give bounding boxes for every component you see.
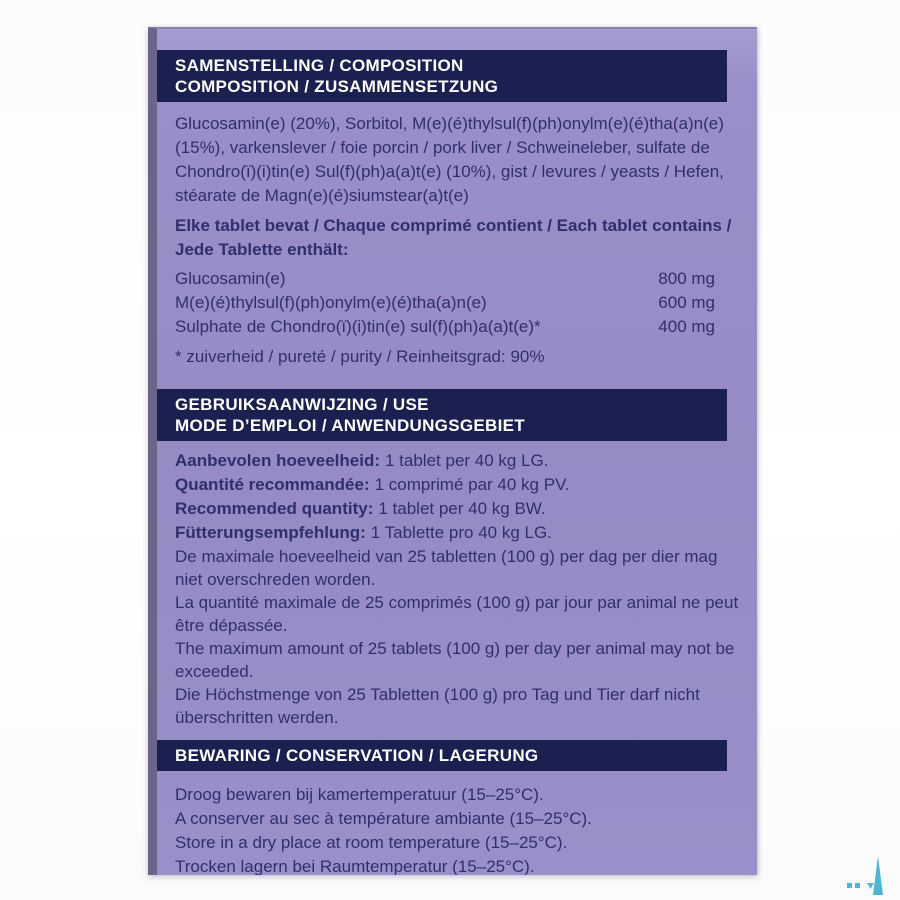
storage-section-header: [157, 740, 727, 771]
dosage-recommendations: [157, 449, 757, 545]
ingredient-name: Sulphate de Chondro(ï)(i)tin(e) sul(f)(ph)a(a)t(e)*: [175, 317, 541, 336]
composition-header-line1: SAMENSTELLING / COMPOSITION: [175, 56, 464, 75]
dosage-line: [175, 473, 740, 497]
ingredient-amount: 600 mg: [658, 293, 715, 312]
dosage-label: Aanbevolen hoeveelheid:: [175, 451, 380, 470]
dosage-line: [175, 449, 740, 473]
storage-header-line: BEWARING / CONSERVATION / LAGERUNG: [175, 746, 539, 765]
storage-instructions: [157, 783, 757, 875]
dosage-value: 1 tablet per 40 kg BW.: [378, 499, 546, 518]
ingredient-name: M(e)(é)thylsul(f)(ph)onylm(e)(é)tha(a)n(e): [175, 293, 487, 312]
ingredient-amount: 400 mg: [658, 317, 715, 336]
warning-line: De maximale hoeveelheid van 25 tabletten (100 g) per dag per dier mag niet overschreden worden.: [175, 547, 718, 589]
storage-line: A conserver au sec à température ambiante (15–25°C).: [175, 809, 592, 828]
per-tablet-heading: Elke tablet bevat / Chaque comprimé contient / Each tablet contains / Jede Tablette enthält:: [175, 216, 732, 259]
storage-line: Droog bewaren bij kamertemperatuur (15–25°C).: [175, 785, 544, 804]
dosage-value: 1 tablet per 40 kg LG.: [385, 451, 549, 470]
composition-section-header: [157, 50, 727, 102]
composition-header-line2: COMPOSITION / ZUSAMMENSETZUNG: [175, 77, 499, 96]
dose-table: [157, 267, 757, 339]
ingredient-amount: 800 mg: [658, 269, 715, 288]
table-row: [175, 267, 715, 291]
dosage-label: Recommended quantity:: [175, 499, 374, 518]
dosage-label: Quantité recommandée:: [175, 475, 370, 494]
ingredient-name: Glucosamin(e): [175, 269, 286, 288]
warning-line: La quantité maximale de 25 comprimés (100 g) par jour par animal ne peut être dépassée.: [175, 593, 739, 635]
dosage-value: 1 Tablette pro 40 kg LG.: [370, 523, 552, 542]
table-row: [175, 315, 715, 339]
warning-line: The maximum amount of 25 tablets (100 g) per day per animal may not be exceeded.: [175, 639, 735, 681]
use-header-line2: MODE D’EMPLOI / ANWENDUNGSGEBIET: [175, 416, 525, 435]
purity-footnote: * zuiverheid / pureté / purity / Reinheitsgrad: 90%: [175, 347, 545, 366]
storage-line: Store in a dry place at room temperature (15–25°C).: [175, 833, 568, 852]
storage-line: Trocken lagern bei Raumtemperatur (15–25°C).: [175, 857, 535, 875]
ingredients-text: Glucosamin(e) (20%), Sorbitol, M(e)(é)thylsul(f)(ph)onylm(e)(é)tha(a)n(e) (15%), varkenslever / foie porcin / pork liver / Schweineleber, sulfate de Chondro(ï)(i)tin(e) Sul(f)(ph)a(a)t(e) (10%), gist / levures / yeasts / Hefen, stéarate de Magn(e)(é)siumstear(a)t(e): [175, 114, 724, 205]
cyan-corner-mark-icon: [842, 852, 892, 898]
maximum-amount-warning: [157, 545, 757, 729]
table-row: [175, 291, 715, 315]
dosage-value: 1 comprimé par 40 kg PV.: [374, 475, 570, 494]
dosage-line: [175, 497, 740, 521]
warning-line: Die Höchstmenge von 25 Tabletten (100 g) pro Tag und Tier darf nicht überschritten werden.: [175, 685, 700, 727]
use-section-header: [157, 389, 727, 441]
dosage-line: [175, 521, 740, 545]
dosage-label: Fütterungsempfehlung:: [175, 523, 366, 542]
package-back-panel: [148, 27, 757, 875]
use-header-line1: GEBRUIKSAANWIJZING / USE: [175, 395, 429, 414]
